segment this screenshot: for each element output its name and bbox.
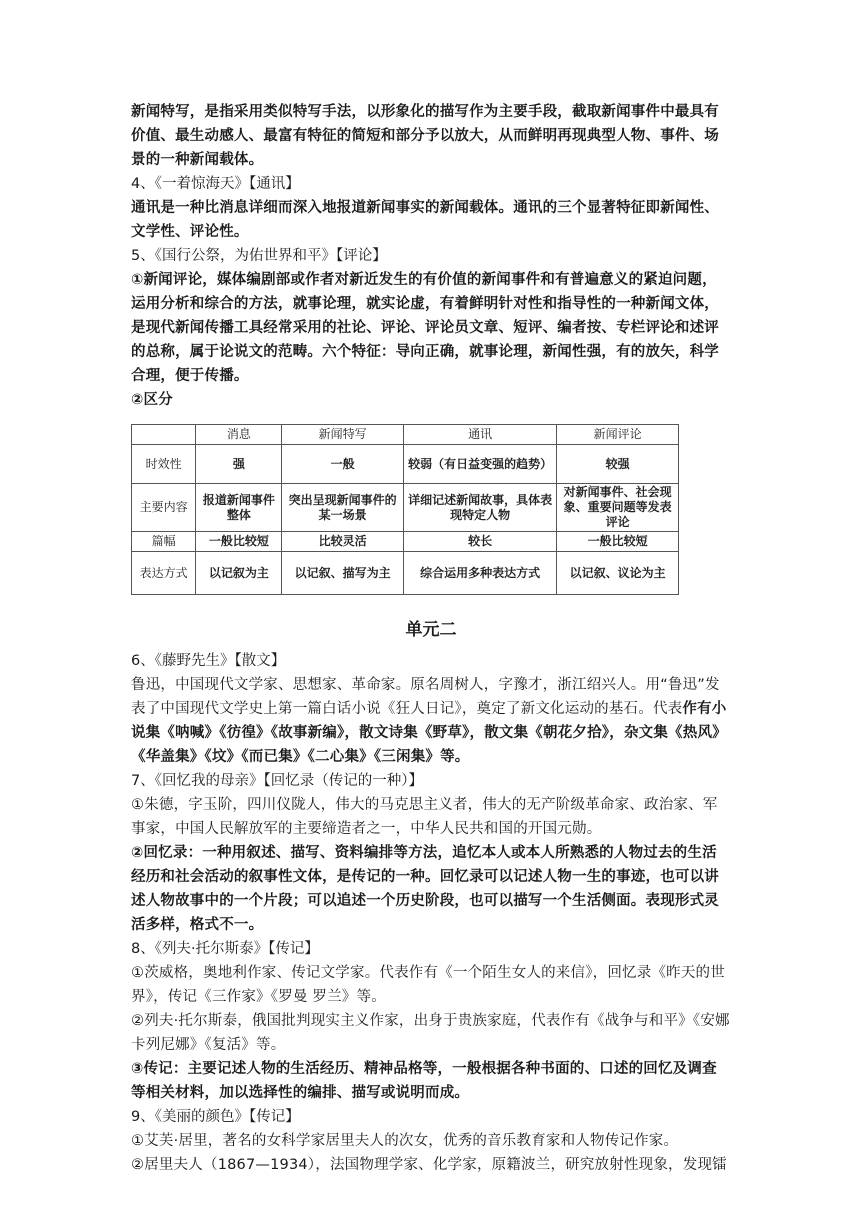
table-cell: 强 (196, 445, 282, 484)
table-cell: 突出呈现新闻事件的某一场景 (282, 484, 404, 532)
item-9-title: 9、《美丽的颜色》【传记】 (131, 1109, 300, 1125)
item-9-p2: ②居里夫人（1867—1934），法国物理学家、化学家，原籍波兰，研究放射性现象，发现镭 (131, 1157, 727, 1173)
table-cell: 比较灵活 (282, 532, 404, 552)
table-header-cell: 消息 (196, 425, 282, 445)
item-4-body: 通讯是一种比消息详细而深入地报道新闻事实的新闻载体。通讯的三个显著特征即新闻性、文学性、评论性。 (131, 200, 719, 240)
item-6-body (131, 673, 731, 769)
table-row-label: 时效性 (132, 445, 196, 484)
table-cell: 以记叙、议论为主 (557, 552, 679, 595)
item-7-p1: ①朱德，字玉阶，四川仪陇人，伟大的马克思主义者，伟大的无产阶级革命家、政治家、军事家，中国人民解放军的主要缔造者之一，中华人民共和国的开国元勋。 (131, 797, 718, 837)
table-header-cell: 新闻评论 (557, 425, 679, 445)
feature-definition: 新闻特写，是指采用类似特写手法，以形象化的描写作为主要手段，截取新闻事件中最具有价值、最生动感人、最富有特征的简短和部分予以放大，从而鲜明再现典型人物、事件、场景的一种新闻载体。 (131, 104, 719, 168)
table-cell: 综合运用多种表达方式 (404, 552, 557, 595)
table-header-row (132, 425, 679, 445)
table-header-cell: 通讯 (404, 425, 557, 445)
table-row (132, 484, 679, 532)
table-cell: 一般比较短 (557, 532, 679, 552)
table-row-label: 主要内容 (132, 484, 196, 532)
item-8-p2: ②列夫·托尔斯泰，俄国批判现实主义作家，出身于贵族家庭，代表作有《战争与和平》《安娜卡列尼娜》《复活》等。 (131, 1013, 730, 1053)
item-6-body-bold: 作有小说集《呐喊》《彷徨》《故事新编》，散文诗集《野草》，散文集《朝花夕拾》，杂文集《热风》《华盖集》《坟》《而已集》《二心集》《三闲集》等。 (131, 701, 727, 765)
item-9-p1: ①艾芙·居里，著名的女科学家居里夫人的次女，优秀的音乐教育家和人物传记作家。 (131, 1133, 679, 1149)
unit-title: 单元二 (405, 620, 457, 640)
table-row (132, 532, 679, 552)
table-cell: 以记叙、描写为主 (282, 552, 404, 595)
item-8-p1: ①茨威格，奥地利作家、传记文学家。代表作有《一个陌生女人的来信》，回忆录《昨天的世界》，传记《三作家》《罗曼 罗兰》等。 (131, 965, 725, 1005)
table-header-cell (132, 425, 196, 445)
table-cell: 较长 (404, 532, 557, 552)
item-5-title: 5、《国行公祭，为佑世界和平》【评论】 (131, 248, 387, 264)
comparison-table (131, 424, 679, 595)
document-content (131, 100, 731, 1177)
table-row (132, 445, 679, 484)
item-5-sub: ②区分 (131, 392, 173, 408)
item-5-body: ①新闻评论，媒体编剧部或作者对新近发生的有价值的新闻事件和有普遍意义的紧迫问题，运用分析和综合的方法，就事论理，就实论虚，有着鲜明针对性和指导性的一种新闻文体，是现代新闻传播工具经常采用的社论、评论、评论员文章、短评、编者按、专栏评论和述评的总称，属于论说文的范畴。六个特征：导向正确，就事论理，新闻性强，有的放矢，科学合理，便于传播。 (131, 272, 719, 384)
table-cell: 对新闻事件、社会现象、重要问题等发表评论 (557, 484, 679, 532)
table-cell: 以记叙为主 (196, 552, 282, 595)
item-7-title: 7、《回忆我的母亲》【回忆录（传记的一种）】 (131, 773, 423, 789)
table-cell: 一般 (282, 445, 404, 484)
table-header-cell: 新闻特写 (282, 425, 404, 445)
table-cell: 较弱（有日益变强的趋势） (404, 445, 557, 484)
table-cell: 一般比较短 (196, 532, 282, 552)
item-8-title: 8、《列夫·托尔斯泰》【传记】 (131, 941, 319, 957)
table-row-label: 篇幅 (132, 532, 196, 552)
item-7-p2: ②回忆录：一种用叙述、描写、资料编排等方法，追忆本人或本人所熟悉的人物过去的生活经历和社会活动的叙事性文体，是传记的一种。回忆录可以记述人物一生的事迹，也可以讲述人物故事中的一个片段；可以追述一个历史阶段，也可以描写一个生活侧面。表现形式灵活多样，格式不一。 (131, 845, 719, 933)
table-row (132, 552, 679, 595)
item-4-title: 4、《一着惊海天》【通讯】 (131, 176, 300, 192)
table-cell: 报道新闻事件整体 (196, 484, 282, 532)
item-6-body-normal: 鲁迅，中国现代文学家、思想家、革命家。原名周树人，字豫才，浙江绍兴人。用“鲁迅”发表了中国现代文学史上第一篇白话小说《狂人日记》，奠定了新文化运动的基石。代表 (131, 677, 720, 717)
item-8-p3: ③传记：主要记述人物的生活经历、精神品格等，一般根据各种书面的、口述的回忆及调查等相关材料，加以选择性的编排、描写或说明而成。 (131, 1061, 717, 1101)
table-cell: 详细记述新闻故事，具体表现特定人物 (404, 484, 557, 532)
table-row-label: 表达方式 (132, 552, 196, 595)
table-cell: 较强 (557, 445, 679, 484)
item-6-title: 6、《藤野先生》【散文】 (131, 653, 286, 669)
